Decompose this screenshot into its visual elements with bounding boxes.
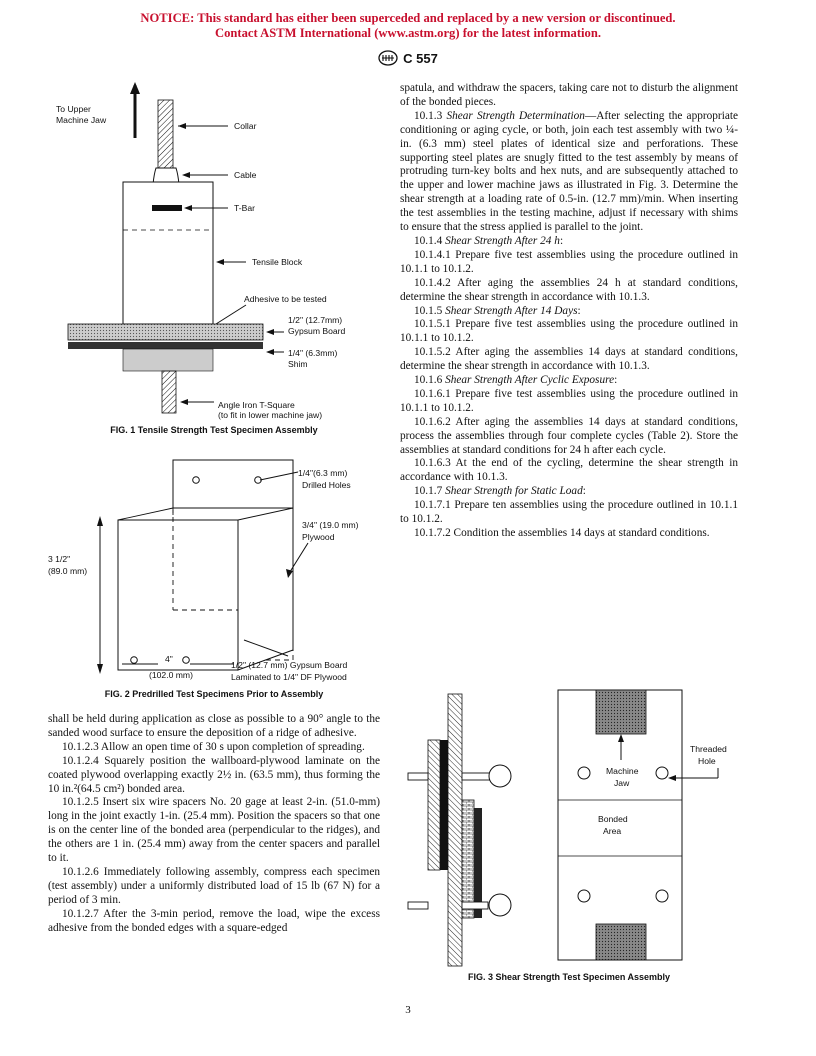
section-title: Shear Strength After Cyclic Exposure	[445, 374, 615, 387]
fig1-label-gypsum-1: 1/2" (12.7mm)	[288, 315, 343, 325]
paragraph: 10.1.6 Shear Strength After Cyclic Exposure:	[414, 374, 618, 387]
paragraph: 10.1.7 Shear Strength for Static Load:	[414, 485, 586, 498]
paragraph: 10.1.5 Shear Strength After 14 Days:	[414, 304, 581, 317]
page-number: 3	[405, 1004, 411, 1016]
notice-line-1: NOTICE: This standard has either been superceded and replaced by a new version or discontinued.	[140, 11, 676, 25]
paragraph	[400, 110, 738, 235]
fig3-label-bonded-2: Area	[603, 826, 622, 836]
section-number: 10.1.7	[414, 485, 443, 498]
paragraph: 10.1.6.3 At the end of the cycling, determine the shear strength in accordance with 10.1.3.	[400, 457, 738, 484]
fig3-label-machine-2: Jaw	[614, 778, 630, 788]
section-title: Shear Strength for Static Load	[445, 485, 583, 498]
fig3-label-threaded-2: Hole	[698, 756, 716, 766]
fig2-label-holes-1: 1/4"(6.3 mm)	[298, 468, 348, 478]
section-title: Shear Strength Determination	[446, 109, 585, 122]
paragraph: 10.1.4 Shear Strength After 24 h:	[414, 234, 564, 247]
fig1-label-tensile-block: Tensile Block	[252, 257, 303, 267]
figure-2-caption: FIG. 2 Predrilled Test Specimens Prior to Assembly	[104, 689, 324, 699]
paragraph: 10.1.7.1 Prepare ten assemblies using the procedure outlined in 10.1.1 to 10.1.2.	[400, 499, 738, 526]
fig1-label-gypsum-2: Gypsum Board	[288, 326, 346, 336]
fig1-label-angle-1: Angle Iron T-Square	[218, 400, 295, 410]
fig2-label-holes-2: Drilled Holes	[302, 480, 351, 490]
fig2-label-lam-2: Laminated to 1/4" DF Plywood	[231, 672, 347, 682]
designation: C 557	[403, 50, 438, 66]
section-number: 10.1.4	[414, 234, 443, 247]
fig3-label-threaded-1: Threaded	[690, 744, 727, 754]
fig1-label-machine-jaw: Machine Jaw	[56, 115, 107, 125]
paragraph: 10.1.4.1 Prepare five test assemblies using the procedure outlined in 10.1.1 to 10.1.2.	[400, 248, 738, 275]
fig2-label-ply-2: Plywood	[302, 532, 335, 542]
fig1-label-collar: Collar	[234, 121, 257, 131]
paragraph: 10.1.5.1 Prepare five test assemblies using the procedure outlined in 10.1.1 to 10.1.2.	[400, 318, 738, 345]
fig1-label-shim-2: Shim	[288, 359, 308, 369]
left-column-text	[48, 713, 380, 936]
paragraph: 10.1.6.2 After aging the assemblies 14 days at standard conditions, process the assemblies through four complete cycles (Table 2). Store the assemblies at standard conditions for 24 h after each cycle.	[400, 415, 738, 456]
figure-2-diagram	[48, 450, 380, 686]
section-number: 10.1.3	[414, 109, 443, 122]
figure-1-caption: FIG. 1 Tensile Strength Test Specimen Assembly	[110, 425, 318, 435]
fig1-label-to-upper: To Upper	[56, 104, 91, 114]
paragraph: 10.1.2.4 Squarely position the wallboard-plywood laminate on the coated plywood overlapping exactly 2½ in. (63.5 mm), thus forming the 10 in.²(64.5 cm²) bonded area.	[48, 754, 380, 795]
fig1-label-cable: Cable	[234, 170, 257, 180]
right-column-text	[400, 82, 738, 541]
figure-3-caption: FIG. 3 Shear Strength Test Specimen Assembly	[467, 972, 671, 982]
fig2-label-lam-1: 1/2" (12.7 mm) Gypsum Board	[231, 660, 348, 670]
fig1-label-shim-1: 1/4" (6.3mm)	[288, 348, 338, 358]
paragraph: 10.1.2.5 Insert six wire spacers No. 20 gage at least 2-in. (51.0-mm) long in the joint exactly 1-in. (25.4 mm). Position the spacers so that one is on the center line of the bonded area (perpendicular to the ridges), and the others are 1 in. (25.4 mm) away from the center spacers and parallel to it.	[48, 796, 380, 865]
paragraph: 10.1.2.3 Allow an open time of 30 s upon completion of spreading.	[62, 740, 365, 753]
paragraph: 10.1.5.2 After aging the assemblies 14 days at standard conditions, determine the shear strength in accordance with 10.1.3.	[400, 346, 738, 373]
notice-line-2: Contact ASTM International (www.astm.org) for the latest information.	[215, 26, 601, 40]
fig1-label-angle-2: (to fit in lower machine jaw)	[218, 410, 323, 420]
paragraph: 10.1.7.2 Condition the assemblies 14 days at standard conditions.	[414, 527, 710, 539]
fig2-label-height-2: (89.0 mm)	[48, 566, 88, 576]
fig2-label-width-2: (102.0 mm)	[149, 670, 193, 680]
astm-logo-icon	[378, 50, 398, 69]
section-number: 10.1.6	[414, 374, 443, 387]
document-header	[0, 50, 816, 69]
fig3-label-bonded-1: Bonded	[598, 814, 628, 824]
paragraph: shall be held during application as close as possible to a 90° angle to the sanded wood surface to ensure the deposition of a ridge of adhesive.	[48, 713, 380, 739]
paragraph: 10.1.2.6 Immediately following assembly, compress each specimen (test assembly) under a uniformly distributed load of 15 lb (67 N) for a period of 3 min.	[48, 865, 380, 906]
section-number: 10.1.5	[414, 304, 443, 317]
figure-1-diagram	[48, 80, 378, 420]
figure-3-diagram	[400, 688, 745, 970]
fig1-label-tbar: T-Bar	[234, 203, 256, 213]
fig3-label-machine-1: Machine	[606, 766, 639, 776]
paragraph: spatula, and withdraw the spacers, taking care not to disturb the alignment of the bonded pieces.	[400, 82, 738, 108]
fig2-label-ply-1: 3/4" (19.0 mm)	[302, 520, 359, 530]
paragraph: 10.1.6.1 Prepare five test assemblies using the procedure outlined in 10.1.1 to 10.1.2.	[400, 387, 738, 414]
fig2-label-height-1: 3 1/2"	[48, 554, 71, 564]
section-title: Shear Strength After 14 Days	[445, 304, 578, 317]
paragraph: 10.1.4.2 After aging the assemblies 24 h at standard conditions, determine the shear strength in accordance with 10.1.3.	[400, 276, 738, 303]
fig1-label-adhesive: Adhesive to be tested	[244, 294, 327, 304]
notice-banner	[0, 11, 816, 41]
fig2-label-width-1: 4"	[165, 654, 173, 664]
section-title: Shear Strength After 24 h	[445, 234, 560, 247]
paragraph: 10.1.2.7 After the 3-min period, remove the load, wipe the excess adhesive from the bonded edges with a square-edged	[48, 907, 380, 934]
section-text: —After selecting the appropriate conditioning or aging cycle, or both, join each test assembly with two ¼-in. (6.3 mm) steel plates of identical size and perforations. These supporting steel plates are snugly fitted to the test assembly by means of protruding turn-key bolts and hex nuts, and are subsequently attached to the upper and lower machine jaws as illustrated in Fig. 3. Determine the shear strength at a loading rate of 0.5-in. (12.7 mm)/min. When inserting the test assemblies in the testing machine, adjust if necessary with shims to ensure that the stress applied is parallel to the joint.	[400, 109, 738, 234]
